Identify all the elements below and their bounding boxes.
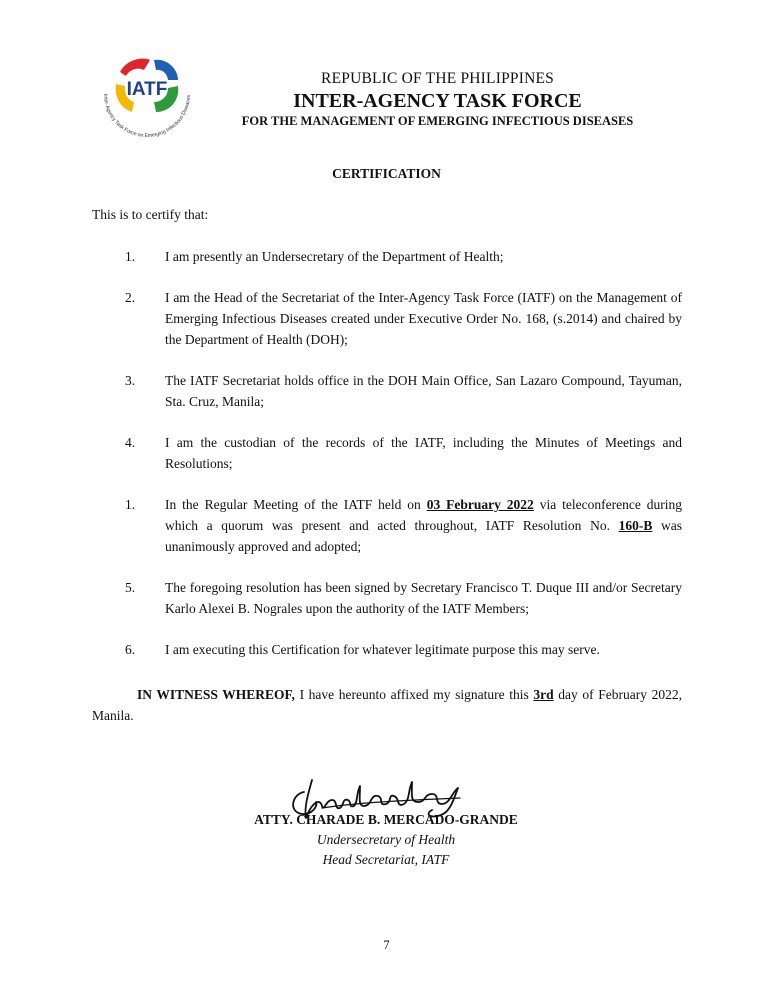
item-number: 5.	[125, 580, 136, 595]
signatory-name: ATTY. CHARADE B. MERCADO-GRANDE	[254, 812, 518, 827]
republic-line: REPUBLIC OF THE PHILIPPINES	[321, 70, 554, 87]
item-text: The IATF Secretariat holds office in the DOH Main Office, San Lazaro Compound, Tayuman, Sta. Cruz, Manila;	[165, 373, 682, 409]
item-text: I am executing this Certification for whatever legitimate purpose this may serve.	[165, 642, 600, 657]
item-number: 1.	[125, 497, 136, 512]
signatory-office: Head Secretariat, IATF	[322, 852, 450, 867]
item-number: 3.	[125, 373, 136, 388]
certification-title: CERTIFICATION	[332, 166, 441, 181]
list-item	[92, 432, 682, 474]
resolution-number: 160-B	[618, 518, 653, 533]
item-text-part: via teleconference during which a quorum was present and acted throughout, IATF Resolution No.	[165, 497, 682, 533]
list-item	[92, 370, 682, 412]
signature-block	[200, 810, 572, 870]
list-item	[92, 287, 682, 350]
iatf-logo	[92, 50, 202, 142]
logo-text: IATF	[126, 79, 168, 100]
witness-day: 3rd	[533, 687, 554, 702]
list-item	[92, 577, 682, 619]
witness-text: day of February 2022, Manila.	[92, 687, 682, 723]
list-item	[92, 246, 682, 267]
witness-text: I have hereunto affixed my signature this	[294, 687, 534, 702]
item-text-part: was unanimously approved and adopted;	[165, 518, 682, 554]
item-text-part: In the Regular Meeting of the IATF held on	[165, 497, 427, 512]
item-number: 4.	[125, 435, 136, 450]
item-text: The foregoing resolution has been signed by Secretary Francisco T. Duque III and/or Secretary Karlo Alexei B. Nograles upon the authority of the IATF Members;	[165, 580, 682, 616]
witness-lead: IN WITNESS WHEREOF,	[137, 687, 295, 702]
page-number: 7	[383, 938, 390, 952]
logo-ring-text: Inter-Agency Task Force on Emerging Infectious Diseases	[101, 93, 193, 140]
item-text: I am presently an Undersecretary of the Department of Health;	[165, 249, 504, 264]
intro-line: This is to certify that:	[92, 207, 209, 222]
list-item	[92, 639, 682, 660]
certification-items	[92, 246, 682, 680]
agency-title: INTER-AGENCY TASK FORCE	[293, 90, 582, 112]
item-number: 6.	[125, 642, 136, 657]
signatory-position: Undersecretary of Health	[316, 832, 456, 847]
witness-paragraph	[92, 684, 682, 726]
item-text	[165, 494, 682, 557]
letterhead	[200, 70, 675, 129]
agency-subtitle: FOR THE MANAGEMENT OF EMERGING INFECTIOUS DISEASES	[241, 114, 634, 128]
list-item	[92, 494, 682, 557]
item-text: I am the Head of the Secretariat of the Inter-Agency Task Force (IATF) on the Management of Emerging Infectious Diseases created under Executive Order No. 168, (s.2014) and chaired by the Department of Health (DOH);	[165, 290, 682, 347]
meeting-date: 03 February 2022	[426, 497, 534, 512]
item-number: 2.	[125, 290, 136, 305]
item-number: 1.	[125, 249, 136, 264]
item-text: I am the custodian of the records of the IATF, including the Minutes of Meetings and Resolutions;	[165, 435, 682, 471]
